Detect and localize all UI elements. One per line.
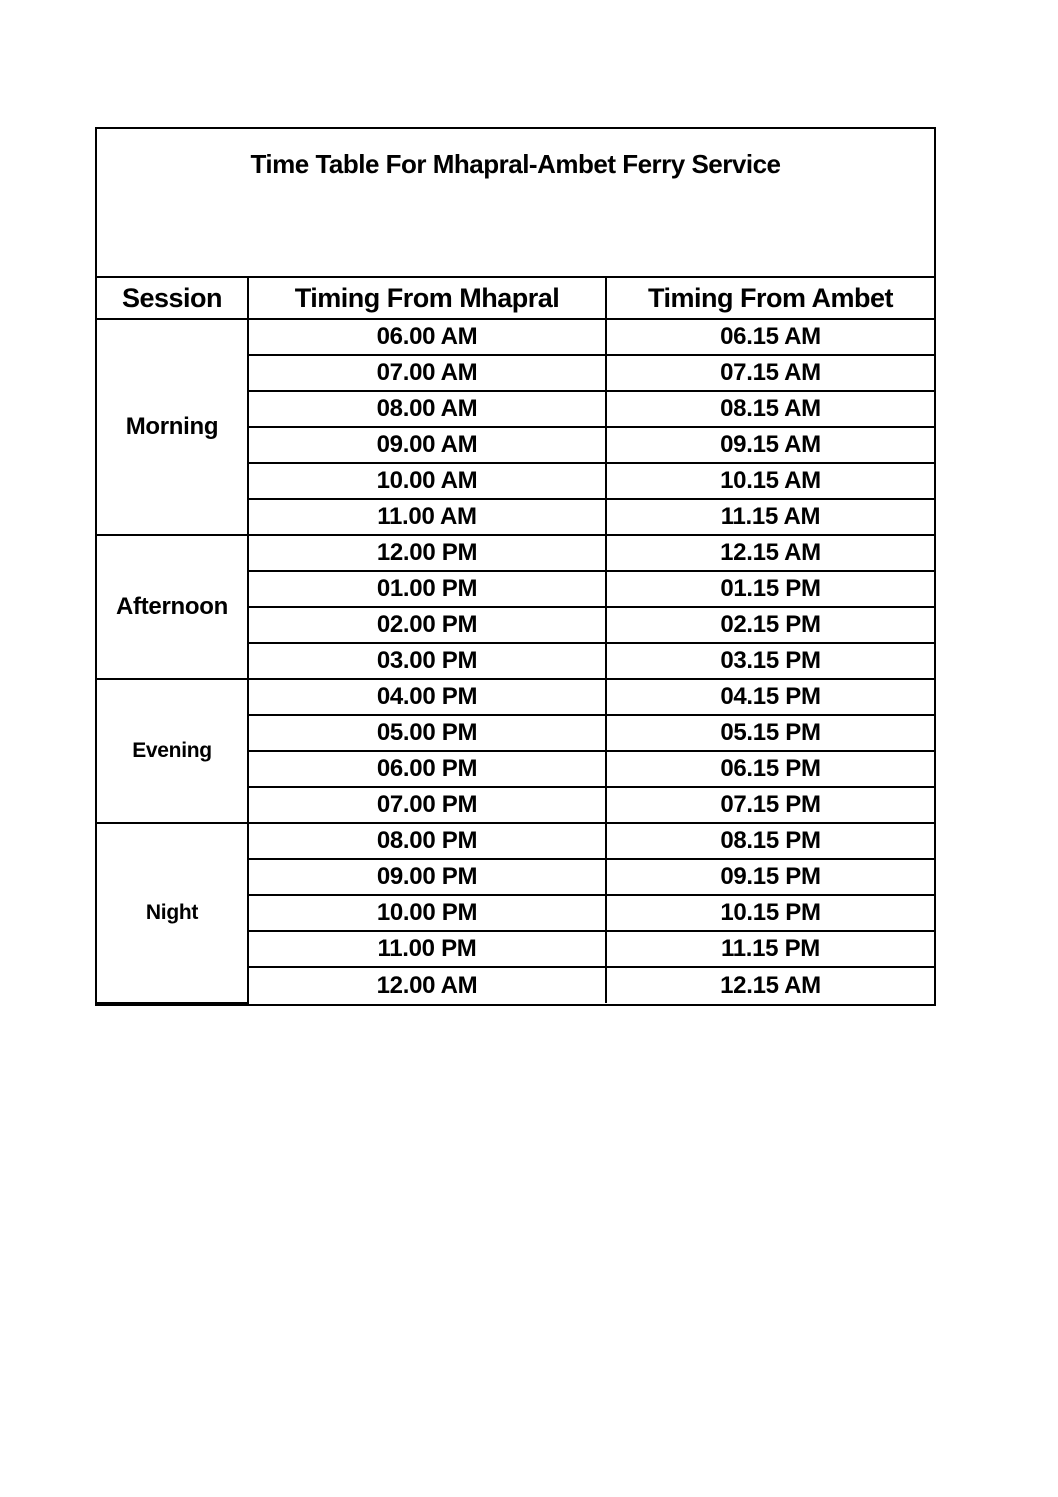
- mhapral-time: 01.00 PM: [248, 571, 606, 607]
- ambet-time: 09.15 PM: [606, 859, 934, 895]
- table-row: [97, 823, 934, 859]
- ambet-time: 09.15 AM: [606, 427, 934, 463]
- mhapral-time: 12.00 PM: [248, 535, 606, 571]
- header-row: [97, 278, 934, 319]
- mhapral-time: 06.00 PM: [248, 751, 606, 787]
- ambet-time: 06.15 AM: [606, 319, 934, 355]
- mhapral-time: 04.00 PM: [248, 679, 606, 715]
- mhapral-time: 08.00 AM: [248, 391, 606, 427]
- mhapral-time: 03.00 PM: [248, 643, 606, 679]
- timetable-sheet: [95, 127, 936, 1006]
- ambet-time: 05.15 PM: [606, 715, 934, 751]
- ambet-time: 11.15 AM: [606, 499, 934, 535]
- ambet-time: 06.15 PM: [606, 751, 934, 787]
- session-afternoon: Afternoon: [97, 535, 248, 679]
- ambet-time: 08.15 AM: [606, 391, 934, 427]
- mhapral-time: 02.00 PM: [248, 607, 606, 643]
- mhapral-time: 11.00 PM: [248, 931, 606, 967]
- mhapral-time: 11.00 AM: [248, 499, 606, 535]
- ambet-time: 08.15 PM: [606, 823, 934, 859]
- ambet-time: 07.15 AM: [606, 355, 934, 391]
- mhapral-time: 09.00 AM: [248, 427, 606, 463]
- ambet-time: 04.15 PM: [606, 679, 934, 715]
- ambet-time: 02.15 PM: [606, 607, 934, 643]
- ambet-time: 03.15 PM: [606, 643, 934, 679]
- table-row: [97, 535, 934, 571]
- header-session: Session: [97, 278, 248, 319]
- document-title: Time Table For Mhapral-Ambet Ferry Service: [97, 129, 934, 278]
- mhapral-time: 07.00 AM: [248, 355, 606, 391]
- table-row: [97, 679, 934, 715]
- session-morning: Morning: [97, 319, 248, 535]
- mhapral-time: 06.00 AM: [248, 319, 606, 355]
- ambet-time: 12.15 AM: [606, 967, 934, 1003]
- ambet-time: 10.15 AM: [606, 463, 934, 499]
- ambet-time: 11.15 PM: [606, 931, 934, 967]
- ambet-time: 01.15 PM: [606, 571, 934, 607]
- mhapral-time: 12.00 AM: [248, 967, 606, 1003]
- mhapral-time: 10.00 PM: [248, 895, 606, 931]
- mhapral-time: 09.00 PM: [248, 859, 606, 895]
- header-ambet: Timing From Ambet: [606, 278, 934, 319]
- timetable: [97, 278, 934, 1004]
- ambet-time: 10.15 PM: [606, 895, 934, 931]
- header-mhapral: Timing From Mhapral: [248, 278, 606, 319]
- session-evening: Evening: [97, 679, 248, 823]
- table-row: [97, 319, 934, 355]
- mhapral-time: 10.00 AM: [248, 463, 606, 499]
- ambet-time: 07.15 PM: [606, 787, 934, 823]
- ambet-time: 12.15 AM: [606, 535, 934, 571]
- session-night: Night: [97, 823, 248, 1003]
- mhapral-time: 07.00 PM: [248, 787, 606, 823]
- mhapral-time: 05.00 PM: [248, 715, 606, 751]
- mhapral-time: 08.00 PM: [248, 823, 606, 859]
